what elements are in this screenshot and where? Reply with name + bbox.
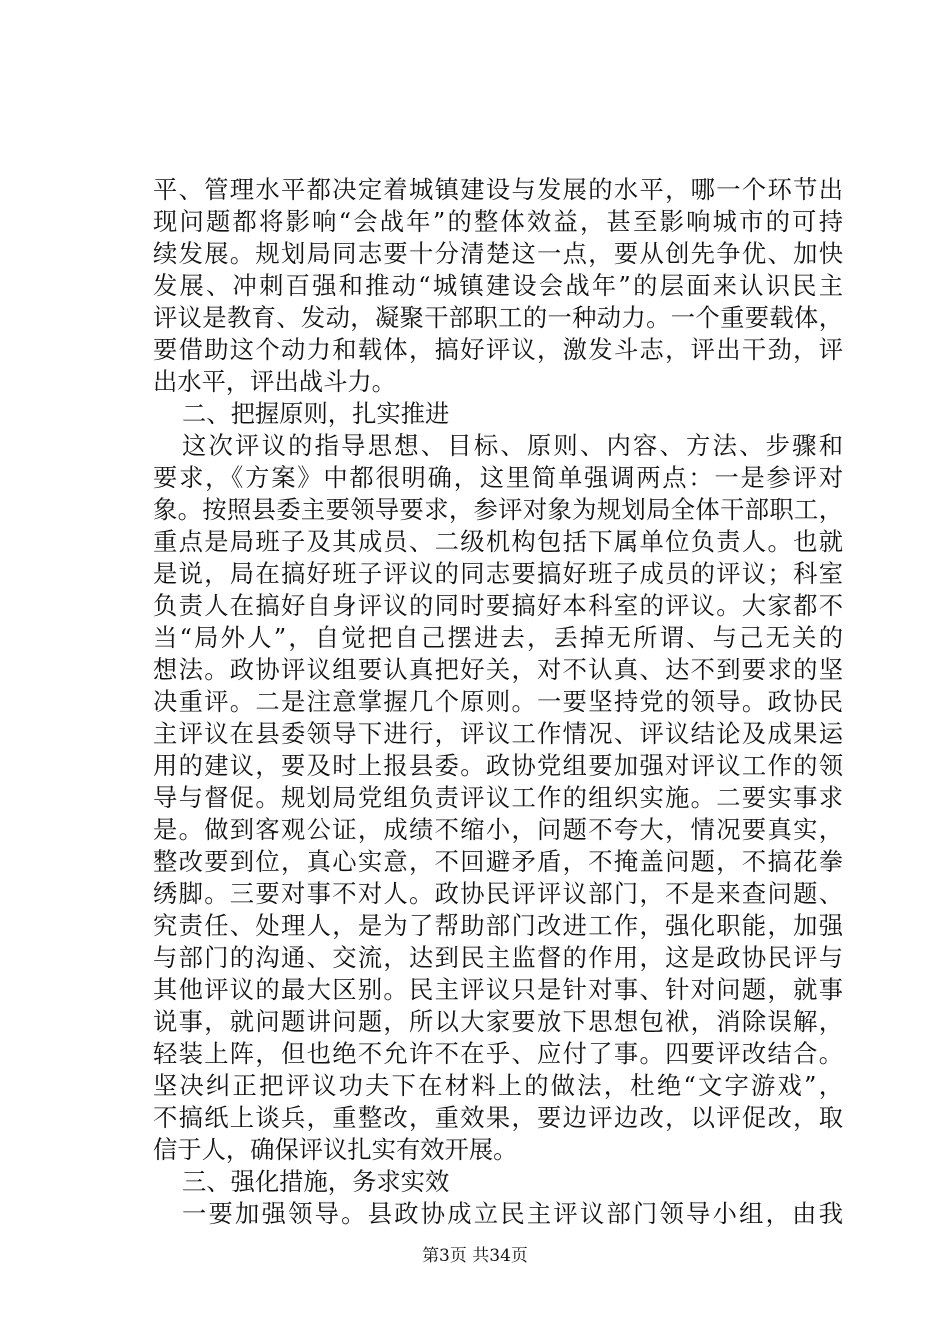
text-line: 重点是局班子及其成员、二级机构包括下属单位负责人。也就: [153, 527, 843, 556]
text-line: 发展、冲刺百强和推动“城镇建设会战年”的层面来认识民主: [153, 271, 843, 300]
text-line: 整改要到位，真心实意，不回避矛盾，不掩盖问题，不搞花拳: [153, 847, 843, 876]
text-line: 是。做到客观公证，成绩不缩小，问题不夸大，情况要真实，: [153, 815, 843, 844]
text-line: 出水平，评出战斗力。: [153, 367, 396, 396]
text-line: 其他评议的最大区别。民主评议只是针对事、针对问题，就事: [153, 975, 843, 1004]
text-line: 与部门的沟通、交流，达到民主监督的作用，这是政协民评与: [153, 943, 843, 972]
text-line: 想法。政协评议组要认真把好关，对不认真、达不到要求的坚: [153, 655, 843, 684]
text-line: 当“局外人”，自觉把自己摆进去，丢掉无所谓、与己无关的: [153, 623, 843, 652]
section-heading: 二、把握原则，扎实推进: [182, 399, 450, 428]
text-line: 绣脚。三要对事不对人。政协民评评议部门，不是来查问题、: [153, 879, 843, 908]
text-line: 一要加强领导。县政协成立民主评议部门领导小组，由我: [182, 1199, 843, 1228]
text-line: 平、管理水平都决定着城镇建设与发展的水平，哪一个环节出: [153, 175, 843, 204]
section-heading: 三、强化措施，务求实效: [182, 1167, 450, 1196]
text-line: 主评议在县委领导下进行，评议工作情况、评议结论及成果运: [153, 719, 843, 748]
text-line: 不搞纸上谈兵，重整改，重效果，要边评边改，以评促改，取: [153, 1103, 843, 1132]
text-line: 坚决纠正把评议功夫下在材料上的做法，杜绝“文字游戏”，: [153, 1071, 843, 1100]
text-line: 要求，《方案》中都很明确，这里简单强调两点：一是参评对: [153, 463, 843, 492]
text-line: 现问题都将影响“会战年”的整体效益，甚至影响城市的可持: [153, 207, 843, 236]
text-line: 用的建议，要及时上报县委。政协党组要加强对评议工作的领: [153, 751, 843, 780]
body-text: [153, 174, 843, 1230]
text-line: 负责人在搞好自身评议的同时要搞好本科室的评议。大家都不: [153, 591, 843, 620]
text-line: 决重评。二是注意掌握几个原则。一要坚持党的领导。政协民: [153, 687, 843, 716]
text-line: 续发展。规划局同志要十分清楚这一点，要从创先争优、加快: [153, 239, 843, 268]
page-footer: 第3页 共34页: [422, 1246, 528, 1266]
text-line: 评议是教育、发动，凝聚干部职工的一种动力。一个重要载体，: [153, 303, 843, 332]
text-line: 要借助这个动力和载体，搞好评议，激发斗志，评出干劲，评: [153, 335, 843, 364]
text-line: 导与督促。规划局党组负责评议工作的组织实施。二要实事求: [153, 783, 843, 812]
text-line: 是说，局在搞好班子评议的同志要搞好班子成员的评议；科室: [153, 559, 843, 588]
text-line: 轻装上阵，但也绝不允许不在乎、应付了事。四要评改结合。: [153, 1039, 843, 1068]
text-line: 信于人，确保评议扎实有效开展。: [153, 1135, 518, 1164]
text-line: 究责任、处理人，是为了帮助部门改进工作，强化职能，加强: [153, 911, 843, 940]
text-line: 这次评议的指导思想、目标、原则、内容、方法、步骤和: [182, 431, 843, 460]
text-line: 象。按照县委主要领导要求，参评对象为规划局全体干部职工，: [153, 495, 843, 524]
text-line: 说事，就问题讲问题，所以大家要放下思想包袱，消除误解，: [153, 1007, 843, 1036]
